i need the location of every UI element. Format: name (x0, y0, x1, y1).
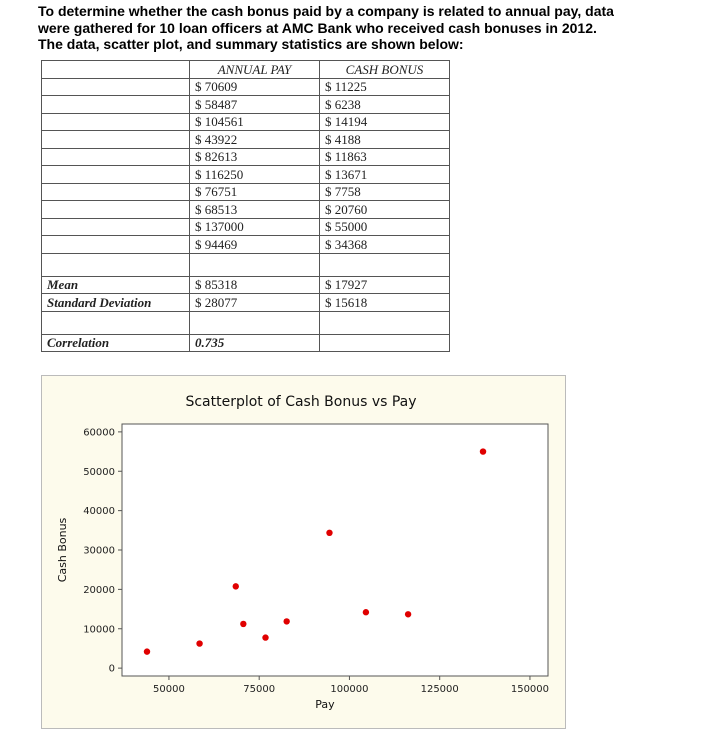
y-axis-label: Cash Bonus (56, 517, 69, 583)
table-cell (42, 131, 190, 149)
correlation-row (42, 334, 450, 352)
pay-cell: $ 58487 (190, 96, 320, 114)
x-axis-label: Pay (315, 698, 335, 711)
plot-area (122, 424, 548, 676)
table-cell (42, 78, 190, 96)
y-tick-label: 40000 (83, 506, 115, 518)
mean-label: Mean (42, 276, 190, 294)
data-point (326, 530, 332, 536)
data-point (144, 648, 150, 654)
column-header-pay: ANNUAL PAY (190, 61, 320, 79)
column-header-bonus: CASH BONUS (320, 61, 450, 79)
x-tick-label: 150000 (510, 684, 550, 695)
table-row (42, 218, 450, 236)
bonus-cell: $ 14194 (320, 113, 450, 131)
table-cell (42, 201, 190, 219)
bonus-cell: $ 11863 (320, 148, 450, 166)
correlation-label: Correlation (42, 334, 190, 352)
table-row (42, 113, 450, 131)
data-point (233, 583, 239, 589)
sd-bonus: $ 15618 (320, 294, 450, 312)
table-spacer-row (42, 253, 450, 276)
scatterplot-chart (42, 376, 565, 728)
y-tick-label: 50000 (83, 466, 115, 478)
sd-pay: $ 28077 (190, 294, 320, 312)
pay-cell: $ 76751 (190, 183, 320, 201)
table-cell (42, 311, 190, 334)
mean-row (42, 276, 450, 294)
bonus-cell: $ 6238 (320, 96, 450, 114)
pay-cell: $ 43922 (190, 131, 320, 149)
table-cell (42, 183, 190, 201)
table-cell (320, 334, 450, 352)
pay-cell: $ 137000 (190, 218, 320, 236)
bonus-cell: $ 11225 (320, 78, 450, 96)
table-cell (320, 311, 450, 334)
pay-cell: $ 94469 (190, 236, 320, 254)
intro-line: were gathered for 10 loan officers at AMC Bank who received cash bonuses in 2012. (38, 19, 597, 36)
pay-cell: $ 70609 (190, 78, 320, 96)
chart-title: Scatterplot of Cash Bonus vs Pay (185, 394, 417, 410)
x-tick-label: 75000 (243, 684, 276, 695)
y-tick-label: 10000 (83, 624, 115, 636)
table-row (42, 148, 450, 166)
table-cell (42, 61, 190, 79)
table-row (42, 166, 450, 184)
pay-cell: $ 104561 (190, 113, 320, 131)
table-cell (190, 253, 320, 276)
y-tick-label: 60000 (83, 427, 115, 439)
data-point (363, 609, 369, 615)
pay-cell: $ 68513 (190, 201, 320, 219)
bonus-cell: $ 13671 (320, 166, 450, 184)
bonus-cell: $ 20760 (320, 201, 450, 219)
table-row (42, 236, 450, 254)
y-tick-label: 20000 (83, 584, 115, 596)
scatterplot-panel (41, 375, 566, 729)
table-row (42, 96, 450, 114)
table-cell (190, 311, 320, 334)
intro-line: The data, scatter plot, and summary statistics are shown below: (38, 36, 464, 52)
table-row (42, 78, 450, 96)
table-cell (42, 148, 190, 166)
x-tick-label: 50000 (153, 684, 185, 695)
pay-cell: $ 82613 (190, 148, 320, 166)
intro-text (38, 3, 698, 53)
table-cell (42, 113, 190, 131)
x-tick-label: 100000 (330, 684, 369, 695)
bonus-cell: $ 34368 (320, 236, 450, 254)
mean-bonus: $ 17927 (320, 276, 450, 294)
correlation-value: 0.735 (190, 334, 320, 352)
bonus-cell: $ 7758 (320, 183, 450, 201)
bonus-cell: $ 4188 (320, 131, 450, 149)
table-cell (42, 236, 190, 254)
y-tick-label: 30000 (83, 545, 115, 557)
table-header-row (42, 61, 450, 79)
table-row (42, 183, 450, 201)
table-cell (42, 166, 190, 184)
table-cell (42, 218, 190, 236)
table-spacer-row (42, 311, 450, 334)
table-cell (320, 253, 450, 276)
bonus-cell: $ 55000 (320, 218, 450, 236)
table-cell (42, 96, 190, 114)
data-point (262, 634, 268, 640)
y-tick-label: 0 (108, 663, 115, 675)
data-table (41, 60, 450, 352)
data-point (405, 611, 411, 617)
x-tick-label: 125000 (420, 684, 459, 695)
sd-row (42, 294, 450, 312)
intro-line: To determine whether the cash bonus paid by a company is related to annual pay, data (38, 3, 614, 19)
data-point (480, 448, 486, 454)
table-row (42, 201, 450, 219)
data-point (283, 618, 289, 624)
sd-label: Standard Deviation (42, 294, 190, 312)
data-point (196, 640, 202, 646)
table-row (42, 131, 450, 149)
table-cell (42, 253, 190, 276)
mean-pay: $ 85318 (190, 276, 320, 294)
pay-cell: $ 116250 (190, 166, 320, 184)
data-point (240, 621, 246, 627)
